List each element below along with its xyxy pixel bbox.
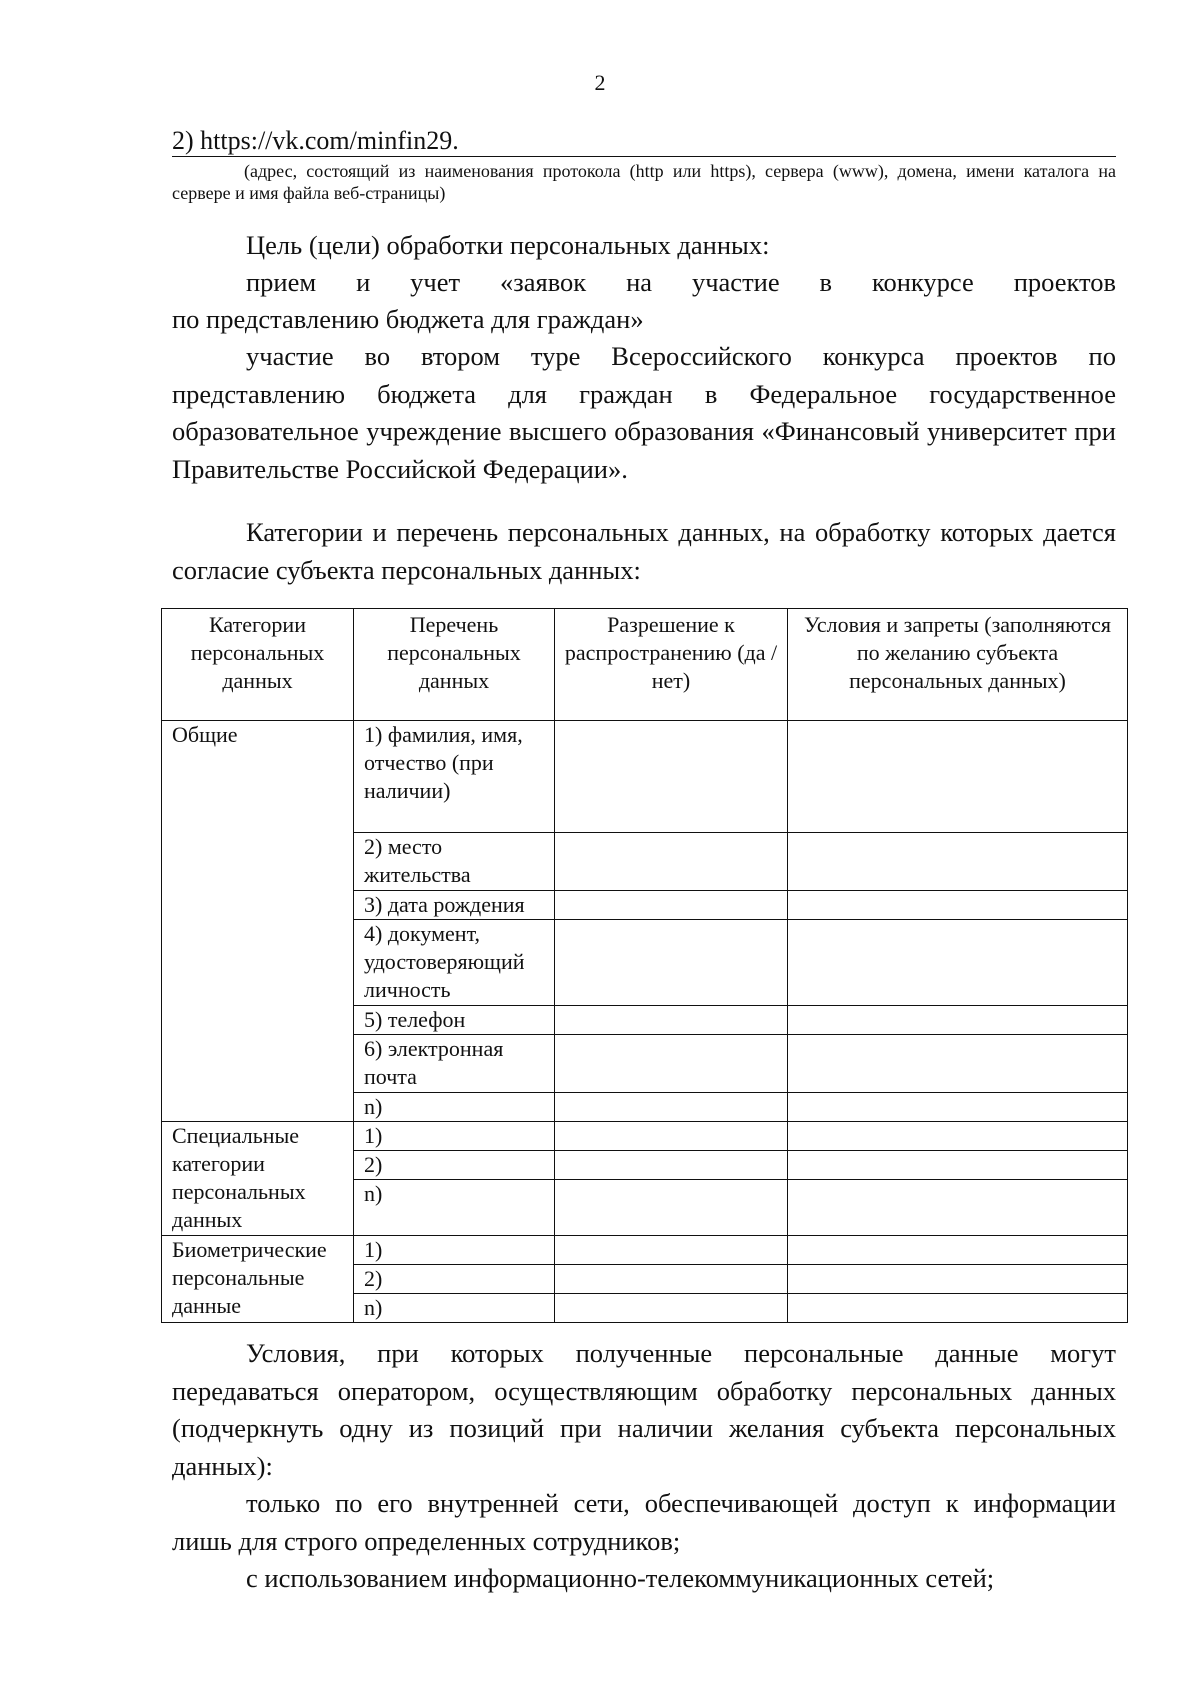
conditions-cell[interactable] [788,1265,1128,1294]
page-number: 2 [594,70,606,95]
list-item: 6) электронная почта [354,1035,555,1093]
permission-cell[interactable] [555,891,788,920]
permission-cell[interactable] [555,1294,788,1323]
permission-cell[interactable] [555,1122,788,1151]
list-item: 1) [354,1122,555,1151]
permission-cell[interactable] [555,1093,788,1122]
table-header-row [162,609,1128,721]
list-item: n) [354,1294,555,1323]
table-row [162,1122,1128,1151]
url-note: (адрес, состоящий из наименования протокола (http или https), сервера (www), домена, имени каталога на сервере и имя файла веб-страницы) [172,161,1116,203]
purpose-item-1-line-1: прием и учет «заявок на участие в конкурсе проектов [246,267,1116,297]
list-item: 5) телефон [354,1006,555,1035]
permission-cell[interactable] [555,1265,788,1294]
conditions-cell[interactable] [788,721,1128,833]
permission-cell[interactable] [555,833,788,891]
conditions-cell[interactable] [788,1035,1128,1093]
url-line: 2) https://vk.com/minfin29. [172,126,1116,157]
list-item: n) [354,1093,555,1122]
category-biometric: Биометрические персональные данные [162,1236,354,1323]
category-general: Общие [162,721,354,1122]
purpose-item-2: участие во втором туре Всероссийского конкурса проектов по представлению бюджета для граждан в Федеральное государственное образовательное учреждение высшего образования «Финансовый университет при Правительстве Российской Федерации». [172,341,1116,484]
conditions-option-1[interactable]: только по его внутренней сети, обеспечивающей доступ к информации лишь для строго определенных сотрудников; [172,1488,1116,1556]
permission-cell[interactable] [555,1035,788,1093]
conditions-cell[interactable] [788,1236,1128,1265]
conditions-cell[interactable] [788,1006,1128,1035]
header-categories: Категории персональных данных [162,609,354,721]
conditions-cell[interactable] [788,833,1128,891]
header-list: Перечень персональных данных [354,609,555,721]
conditions-option-2[interactable]: с использованием информационно-телекоммуникационных сетей; [246,1563,995,1593]
permission-cell[interactable] [555,1006,788,1035]
conditions-cell[interactable] [788,1122,1128,1151]
list-item: n) [354,1180,555,1236]
list-item: 2) [354,1265,555,1294]
list-item: 1) [354,1236,555,1265]
permission-cell[interactable] [555,1180,788,1236]
conditions-cell[interactable] [788,1180,1128,1236]
header-conditions: Условия и запреты (заполняются по желанию субъекта персональных данных) [788,609,1128,721]
conditions-cell[interactable] [788,891,1128,920]
categories-intro: Категории и перечень персональных данных, на обработку которых дается согласие субъекта персональных данных: [172,517,1116,585]
list-item: 1) фамилия, имя, отчество (при наличии) [354,721,555,833]
table-row [162,721,1128,833]
permission-cell[interactable] [555,1236,788,1265]
category-special: Специальные категории персональных данных [162,1122,354,1236]
list-item: 4) документ, удостоверяющий личность [354,920,555,1006]
permission-cell[interactable] [555,1151,788,1180]
permission-cell[interactable] [555,920,788,1006]
conditions-cell[interactable] [788,920,1128,1006]
header-permission: Разрешение к распространению (да / нет) [555,609,788,721]
list-item: 2) место жительства [354,833,555,891]
purpose-heading: Цель (цели) обработки персональных данных: [246,230,770,260]
conditions-cell[interactable] [788,1151,1128,1180]
conditions-cell[interactable] [788,1093,1128,1122]
conditions-cell[interactable] [788,1294,1128,1323]
conditions-text: Условия, при которых полученные персональные данные могут передаваться оператором, осуществляющим обработку персональных данных (подчеркнуть одну из позиций при наличии желания субъекта персональных данных): [172,1338,1116,1481]
permission-cell[interactable] [555,721,788,833]
table-row [162,1236,1128,1265]
list-item: 2) [354,1151,555,1180]
purpose-item-1-line-2: по представлению бюджета для граждан» [172,304,644,334]
list-item: 3) дата рождения [354,891,555,920]
personal-data-table [161,608,1128,1323]
